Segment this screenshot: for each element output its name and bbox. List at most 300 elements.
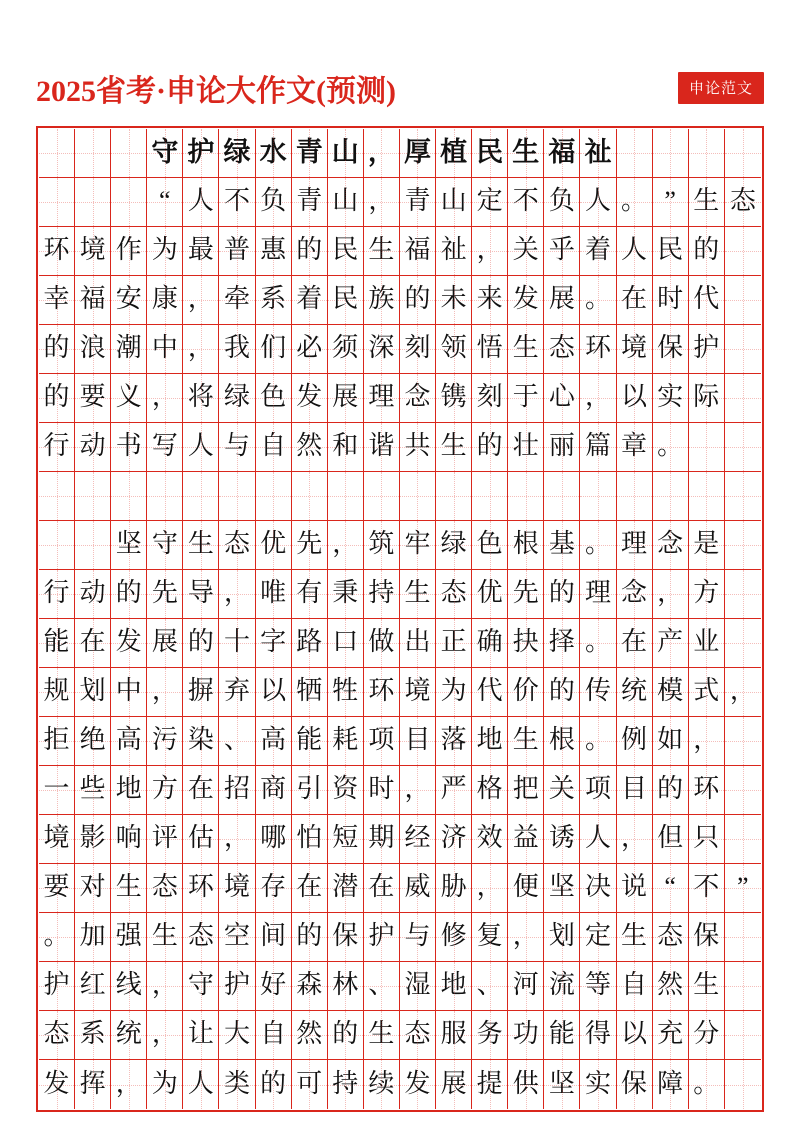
grid-cell	[580, 374, 616, 422]
grid-char: 服	[440, 1019, 467, 1048]
grid-char: 环	[693, 774, 720, 803]
grid-cell	[436, 1011, 472, 1059]
grid-cell	[580, 472, 616, 520]
grid-cell	[725, 962, 761, 1010]
grid-cell	[328, 129, 364, 177]
grid-char: 生	[512, 136, 540, 167]
grid-cell	[183, 325, 219, 373]
grid-char: 定	[476, 186, 503, 215]
grid-cell	[75, 619, 111, 667]
grid-cell	[653, 276, 689, 324]
grid-char: ，	[693, 725, 720, 754]
grid-char: 生	[512, 333, 539, 362]
grid-cell	[400, 276, 436, 324]
grid-cell	[147, 374, 183, 422]
grid-cell	[111, 521, 147, 569]
grid-char: 浪	[79, 333, 106, 362]
grid-cell	[75, 374, 111, 422]
grid-cell	[292, 1060, 328, 1109]
grid-cell	[617, 227, 653, 275]
grid-cell	[653, 668, 689, 716]
grid-cell	[39, 472, 75, 520]
grid-char: 惠	[260, 235, 287, 264]
grid-char: 好	[260, 970, 287, 999]
grid-cell	[75, 129, 111, 177]
grid-char: 统	[621, 676, 648, 705]
grid-cell	[725, 766, 761, 814]
grid-char: 发	[512, 284, 539, 313]
grid-char: 青	[295, 136, 323, 167]
grid-char: 人	[187, 431, 214, 460]
grid-char: 态	[548, 333, 575, 362]
grid-char: 的	[332, 1019, 359, 1048]
grid-cell	[292, 276, 328, 324]
grid-char: 能	[43, 627, 70, 656]
grid-char: “	[664, 872, 676, 901]
grid-cell	[39, 178, 75, 226]
grid-char: 择	[548, 627, 575, 656]
grid-char: 。	[657, 431, 684, 460]
grid-cell	[328, 570, 364, 618]
grid-char: ，	[224, 578, 251, 607]
grid-cell	[653, 472, 689, 520]
grid-cell	[472, 766, 508, 814]
grid-char: 保	[657, 333, 684, 362]
grid-char: 态	[43, 1019, 70, 1048]
grid-cell	[400, 129, 436, 177]
grid-char: 发	[404, 1068, 431, 1098]
grid-char: 安	[115, 284, 142, 313]
grid-cell	[689, 619, 725, 667]
grid-cell	[436, 619, 472, 667]
grid-char: 。	[584, 725, 611, 754]
grid-char: 民	[657, 235, 684, 264]
grid-char: 。	[584, 284, 611, 313]
grid-cell	[183, 913, 219, 961]
grid-char: 大	[224, 1019, 251, 1048]
grid-cell	[580, 423, 616, 471]
grid-cell	[725, 619, 761, 667]
grid-char: 祉	[440, 235, 467, 264]
grid-char: 的	[296, 921, 323, 950]
grid-cell	[472, 1011, 508, 1059]
grid-cell	[689, 668, 725, 716]
grid-char: 空	[224, 921, 251, 950]
grid-cell	[292, 864, 328, 912]
grid-char: 守	[151, 529, 178, 558]
grid-char: 根	[512, 529, 539, 558]
grid-char: ，	[476, 235, 503, 264]
grid-char: 得	[584, 1019, 611, 1048]
grid-cell	[508, 717, 544, 765]
grid-cell	[39, 717, 75, 765]
grid-char: 护	[693, 333, 720, 362]
grid-cell	[472, 570, 508, 618]
grid-cell	[111, 178, 147, 226]
grid-cell	[436, 374, 472, 422]
grid-cell	[292, 178, 328, 226]
grid-cell	[147, 1011, 183, 1059]
grid-char: 着	[296, 284, 323, 313]
grid-char: 项	[584, 774, 611, 803]
grid-char: 的	[404, 284, 431, 313]
grid-char: 秉	[332, 578, 359, 607]
grid-char: 筑	[368, 529, 395, 558]
grid-cell	[328, 325, 364, 373]
grid-char: 的	[548, 676, 575, 705]
grid-cell	[400, 325, 436, 373]
grid-cell	[147, 521, 183, 569]
grid-char: 中	[115, 676, 142, 705]
grid-cell	[39, 864, 75, 912]
grid-cell	[653, 178, 689, 226]
grid-row	[39, 766, 761, 815]
grid-cell	[653, 570, 689, 618]
grid-cell	[617, 1060, 653, 1109]
grid-row	[39, 619, 761, 668]
grid-char: 篇	[584, 431, 611, 460]
grid-cell	[292, 570, 328, 618]
grid-char: 共	[404, 431, 431, 460]
grid-cell	[725, 178, 761, 226]
grid-cell	[328, 913, 364, 961]
grid-cell	[580, 1011, 616, 1059]
grid-char: 幸	[43, 284, 70, 313]
grid-char: 念	[657, 529, 684, 558]
grid-char: 说	[621, 872, 648, 901]
grid-char: 的	[260, 1068, 287, 1098]
grid-cell	[400, 374, 436, 422]
grid-cell	[689, 570, 725, 618]
grid-char: 刻	[404, 333, 431, 362]
grid-cell	[580, 668, 616, 716]
grid-char: 、	[476, 970, 503, 999]
grid-char: 潜	[332, 872, 359, 901]
grid-cell	[292, 962, 328, 1010]
grid-char: 山	[331, 136, 359, 167]
grid-char: 谐	[368, 431, 395, 460]
grid-char: 发	[115, 627, 142, 656]
grid-char: 流	[548, 970, 575, 999]
grid-cell	[472, 178, 508, 226]
grid-cell	[472, 864, 508, 912]
grid-cell	[147, 864, 183, 912]
grid-char: 弃	[224, 676, 251, 705]
grid-char: 环	[368, 676, 395, 705]
grid-cell	[292, 521, 328, 569]
grid-char: 领	[440, 333, 467, 362]
grid-cell	[292, 668, 328, 716]
grid-char: 际	[693, 382, 720, 411]
grid-char: 地	[115, 774, 142, 803]
grid-cell	[147, 129, 183, 177]
grid-char: ，	[404, 774, 431, 803]
grid-char: 生	[368, 235, 395, 264]
grid-char: “	[159, 186, 171, 215]
grid-char: 短	[332, 823, 359, 852]
grid-cell	[400, 521, 436, 569]
grid-cell	[219, 374, 255, 422]
grid-char: 只	[693, 823, 720, 852]
grid-cell	[183, 962, 219, 1010]
grid-cell	[292, 472, 328, 520]
grid-char: 环	[187, 872, 214, 901]
grid-char: 坚	[548, 1068, 575, 1098]
grid-char: 、	[224, 725, 251, 754]
grid-cell	[544, 815, 580, 863]
grid-cell	[472, 1060, 508, 1109]
grid-char: 业	[693, 627, 720, 656]
grid-row	[39, 227, 761, 276]
grid-char: 理	[621, 529, 648, 558]
grid-cell	[147, 276, 183, 324]
grid-char: 优	[476, 578, 503, 607]
grid-char: 青	[404, 186, 431, 215]
grid-cell	[653, 423, 689, 471]
grid-cell	[436, 129, 472, 177]
grid-char: 唯	[260, 578, 287, 607]
grid-cell	[400, 766, 436, 814]
grid-cell	[544, 1011, 580, 1059]
grid-char: 系	[79, 1019, 106, 1048]
grid-char: 动	[79, 431, 106, 460]
grid-cell	[219, 521, 255, 569]
grid-cell	[39, 227, 75, 275]
grid-row	[39, 962, 761, 1011]
grid-cell	[364, 423, 400, 471]
grid-cell	[653, 521, 689, 569]
grid-cell	[111, 962, 147, 1010]
grid-cell	[725, 668, 761, 716]
grid-cell	[508, 864, 544, 912]
grid-char: 持	[368, 578, 395, 607]
grid-char: 未	[440, 284, 467, 313]
grid-char: 福	[79, 284, 106, 313]
grid-cell	[653, 717, 689, 765]
grid-cell	[256, 815, 292, 863]
grid-char: 威	[404, 872, 431, 901]
grid-cell	[580, 815, 616, 863]
grid-cell	[689, 227, 725, 275]
grid-char: 态	[224, 529, 251, 558]
grid-cell	[617, 276, 653, 324]
grid-cell	[653, 1011, 689, 1059]
grid-char: ，	[332, 529, 359, 558]
grid-cell	[183, 178, 219, 226]
grid-cell	[75, 472, 111, 520]
grid-cell	[725, 913, 761, 961]
grid-char: 为	[151, 1068, 178, 1098]
grid-char: 以	[621, 382, 648, 411]
grid-cell	[147, 570, 183, 618]
grid-cell	[725, 227, 761, 275]
grid-cell	[256, 913, 292, 961]
grid-char: 关	[548, 774, 575, 803]
grid-char: 严	[440, 774, 467, 803]
grid-char: 能	[296, 725, 323, 754]
grid-cell	[364, 1060, 400, 1109]
grid-cell	[292, 619, 328, 667]
grid-char: 商	[260, 774, 287, 803]
grid-cell	[400, 472, 436, 520]
grid-cell	[436, 815, 472, 863]
grid-cell	[544, 668, 580, 716]
grid-char: 高	[260, 725, 287, 754]
grid-char: ，	[151, 1019, 178, 1048]
grid-char: 落	[440, 725, 467, 754]
grid-char: 是	[693, 529, 720, 558]
grid-cell	[111, 325, 147, 373]
grid-cell	[544, 129, 580, 177]
grid-char: ”	[664, 186, 676, 215]
grid-cell	[617, 472, 653, 520]
grid-char: 着	[584, 235, 611, 264]
grid-char: 坚	[115, 529, 142, 558]
grid-cell	[328, 472, 364, 520]
grid-cell	[400, 717, 436, 765]
grid-char: 提	[476, 1068, 503, 1098]
grid-char: ，	[368, 186, 395, 215]
grid-cell	[183, 374, 219, 422]
grid-char: 期	[368, 823, 395, 852]
grid-char: 式	[693, 676, 720, 705]
grid-cell	[256, 178, 292, 226]
grid-cell	[617, 521, 653, 569]
grid-cell	[508, 913, 544, 961]
grid-char: 有	[296, 578, 323, 607]
grid-char: 代	[693, 284, 720, 313]
grid-cell	[580, 129, 616, 177]
grid-cell	[75, 864, 111, 912]
grid-cell	[256, 1060, 292, 1109]
grid-char: 实	[584, 1068, 611, 1098]
grid-char: 的	[296, 235, 323, 264]
grid-char: 诱	[548, 823, 575, 852]
grid-cell	[436, 178, 472, 226]
grid-char: 发	[296, 382, 323, 411]
grid-char: 最	[187, 235, 214, 264]
grid-cell	[256, 374, 292, 422]
grid-cell	[364, 668, 400, 716]
grid-cell	[689, 864, 725, 912]
grid-cell	[725, 1060, 761, 1109]
grid-char: 一	[43, 774, 70, 803]
grid-cell	[111, 276, 147, 324]
grid-char: 根	[548, 725, 575, 754]
grid-char: 十	[224, 627, 251, 656]
grid-cell	[400, 1011, 436, 1059]
grid-cell	[328, 962, 364, 1010]
grid-char: 展	[440, 1068, 467, 1098]
grid-char: 地	[476, 725, 503, 754]
grid-cell	[364, 1011, 400, 1059]
grid-char: 植	[440, 136, 468, 167]
grid-cell	[472, 717, 508, 765]
grid-char: 动	[79, 578, 106, 607]
grid-cell	[689, 766, 725, 814]
grid-char: 护	[187, 136, 215, 167]
grid-cell	[653, 227, 689, 275]
grid-cell	[147, 472, 183, 520]
grid-char: 态	[151, 872, 178, 901]
grid-row	[39, 570, 761, 619]
grid-cell	[689, 423, 725, 471]
grid-row	[39, 864, 761, 913]
grid-char: 例	[621, 725, 648, 754]
grid-char: 潮	[115, 333, 142, 362]
grid-cell	[364, 619, 400, 667]
grid-cell	[328, 227, 364, 275]
grid-char: 人	[621, 235, 648, 264]
grid-char: 深	[368, 333, 395, 362]
grid-cell	[256, 227, 292, 275]
grid-cell	[544, 423, 580, 471]
grid-cell	[508, 227, 544, 275]
grid-char: 在	[187, 774, 214, 803]
grid-cell	[400, 227, 436, 275]
grid-cell	[75, 325, 111, 373]
grid-char: 项	[368, 725, 395, 754]
grid-char: 环	[584, 333, 611, 362]
grid-cell	[364, 178, 400, 226]
grid-cell	[508, 276, 544, 324]
grid-cell	[653, 913, 689, 961]
grid-cell	[617, 374, 653, 422]
grid-cell	[328, 668, 364, 716]
grid-char: ，	[151, 676, 178, 705]
grid-char: 复	[476, 921, 503, 950]
grid-cell	[544, 276, 580, 324]
grid-cell	[472, 913, 508, 961]
grid-cell	[725, 325, 761, 373]
grid-cell	[508, 570, 544, 618]
grid-char: 的	[115, 578, 142, 607]
grid-cell	[219, 962, 255, 1010]
grid-char: 中	[151, 333, 178, 362]
grid-cell	[544, 913, 580, 961]
grid-cell	[580, 962, 616, 1010]
grid-cell	[400, 178, 436, 226]
grid-char: 不	[693, 872, 720, 901]
grid-cell	[328, 1011, 364, 1059]
grid-row	[39, 178, 761, 227]
grid-char: 祉	[584, 136, 612, 167]
grid-char: 人	[187, 1068, 214, 1098]
grid-cell	[183, 815, 219, 863]
grid-char: 持	[332, 1068, 359, 1098]
grid-cell	[183, 1011, 219, 1059]
grid-cell	[147, 619, 183, 667]
grid-cell	[328, 619, 364, 667]
grid-char: 字	[260, 627, 287, 656]
grid-char: 在	[621, 284, 648, 313]
grid-cell	[256, 1011, 292, 1059]
grid-cell	[436, 423, 472, 471]
essay-grid-sheet	[36, 126, 764, 1112]
grid-cell	[617, 325, 653, 373]
grid-cell	[436, 325, 472, 373]
grid-cell	[544, 1060, 580, 1109]
grid-cell	[472, 129, 508, 177]
grid-cell	[436, 570, 472, 618]
grid-char: 湿	[404, 970, 431, 999]
grid-cell	[147, 717, 183, 765]
grid-cell	[653, 129, 689, 177]
grid-cell	[147, 668, 183, 716]
grid-cell	[111, 374, 147, 422]
grid-char: 定	[584, 921, 611, 950]
grid-cell	[436, 521, 472, 569]
